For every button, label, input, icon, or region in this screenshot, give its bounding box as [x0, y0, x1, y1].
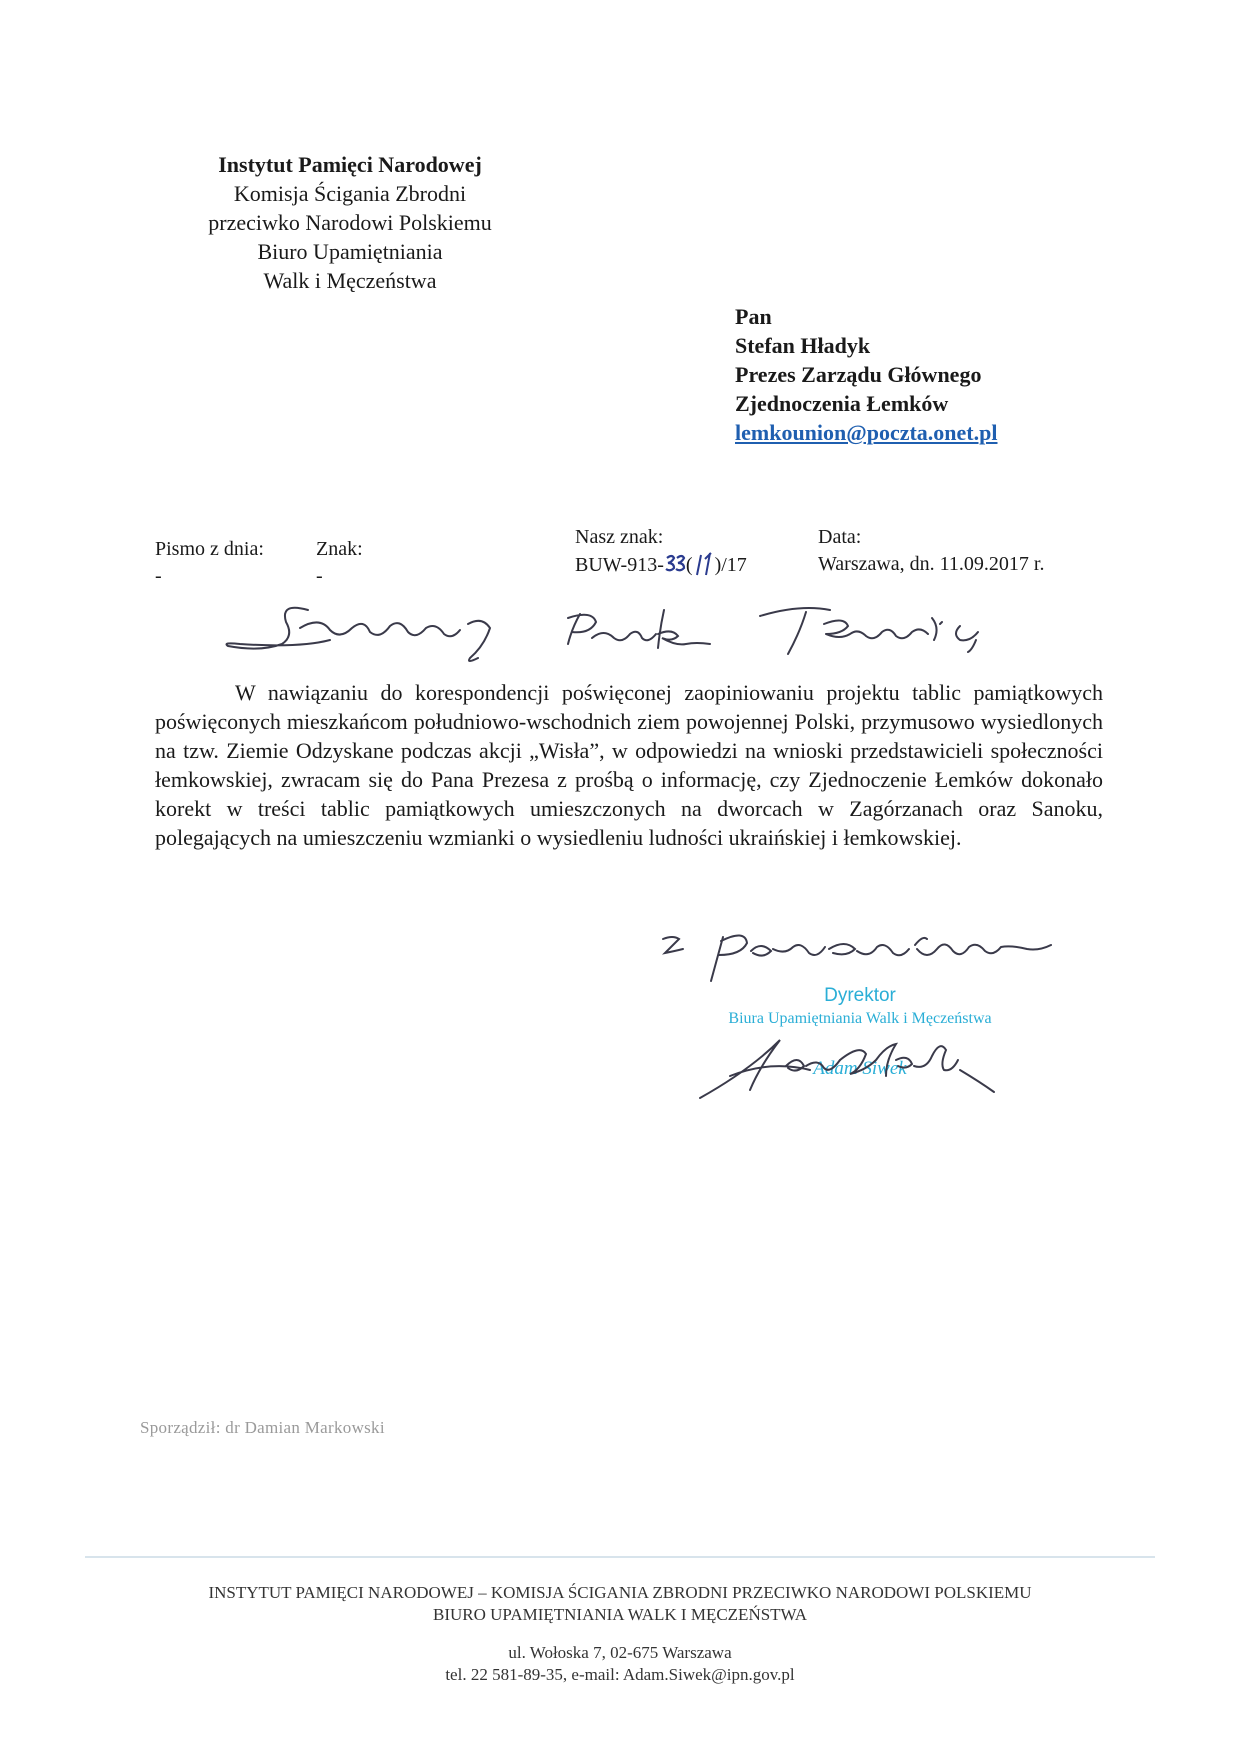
director-signature: [690, 1030, 1010, 1110]
nasz-znak-prefix: BUW-913-: [575, 554, 664, 576]
znak-value: -: [316, 565, 323, 587]
handwritten-greeting: [220, 588, 1000, 684]
nasz-znak-suffix: )/17: [714, 554, 747, 576]
footer: [85, 1582, 1155, 1686]
recipient-org: Zjednoczenia Łemków: [735, 391, 949, 416]
footer-bureau-line: BIURO UPAMIĘTNIANIA WALK I MĘCZEŃSTWA: [433, 1605, 807, 1624]
footer-contact: tel. 22 581-89-35, e-mail: Adam.Siwek@ipn.gov.pl: [445, 1665, 795, 1684]
sender-line: Biuro Upamiętniania: [257, 239, 443, 264]
body-paragraph: W nawiązaniu do korespondencji poświęconej zaopiniowaniu projektu tablic pamiątkowych poświęconych mieszkańcom południowo-wschodnich ziem powojennej Polski, przymusowo wysiedlonych na tzw. Ziemie Odzyskane podczas akcji „Wisła”, w odpowiedzi na wnioski przedstawicieli społeczności łemkowskiej, zwracam się do Pana Prezesa z prośbą o informację, czy Zjednoczenie Łemków dokonało korekt w treści tablic pamiątkowych umieszczonych na dworcach w Zagórzanach oraz Sanoku, polegających na umieszczeniu wzmianki o wysiedleniu ludności ukraińskiej i łemkowskiej.: [155, 680, 1103, 850]
stamp-name: Adam Siwek: [813, 1058, 907, 1079]
sender-line: przeciwko Narodowi Polskiemu: [208, 210, 492, 235]
data-value: Warszawa, dn. 11.09.2017 r.: [818, 553, 1045, 575]
handwritten-closing: [655, 925, 1055, 985]
prepared-by: Sporządził: dr Damian Markowski: [140, 1418, 385, 1437]
recipient-email-link[interactable]: lemkounion@poczta.onet.pl: [735, 420, 998, 445]
stamp-unit: Biura Upamiętniania Walk i Męczeństwa: [728, 1010, 992, 1027]
recipient-role: Prezes Zarządu Głównego: [735, 362, 982, 387]
recipient-block: [735, 302, 998, 447]
footer-divider: [85, 1556, 1155, 1558]
nasz-znak-label: Nasz znak:: [575, 526, 664, 548]
recipient-name: Stefan Hładyk: [735, 333, 871, 358]
data-label: Data:: [818, 526, 862, 548]
footer-org-line: INSTYTUT PAMIĘCI NARODOWEJ – KOMISJA ŚCIGANIA ZBRODNI PRZECIWKO NARODOWI POLSKIEMU: [208, 1583, 1032, 1602]
sender-line: Komisja Ścigania Zbrodni: [233, 181, 467, 206]
sender-line: Walk i Męczeństwa: [263, 268, 437, 293]
nasz-znak-mid: (: [685, 554, 693, 576]
handwritten-number-mark: [693, 551, 715, 577]
pismo-value: -: [155, 565, 162, 587]
sender-block: [160, 150, 540, 295]
stamp-title: Dyrektor: [824, 985, 896, 1006]
nasz-znak-value: [575, 551, 747, 579]
handwritten-number-mark: [664, 552, 686, 574]
znak-label: Znak:: [316, 538, 363, 560]
sender-org: Instytut Pamięci Narodowej: [218, 152, 482, 177]
letter-body: [155, 678, 1103, 852]
recipient-salutation: Pan: [735, 304, 772, 329]
footer-address: ul. Wołoska 7, 02-675 Warszawa: [508, 1643, 732, 1662]
pismo-label: Pismo z dnia:: [155, 538, 264, 560]
